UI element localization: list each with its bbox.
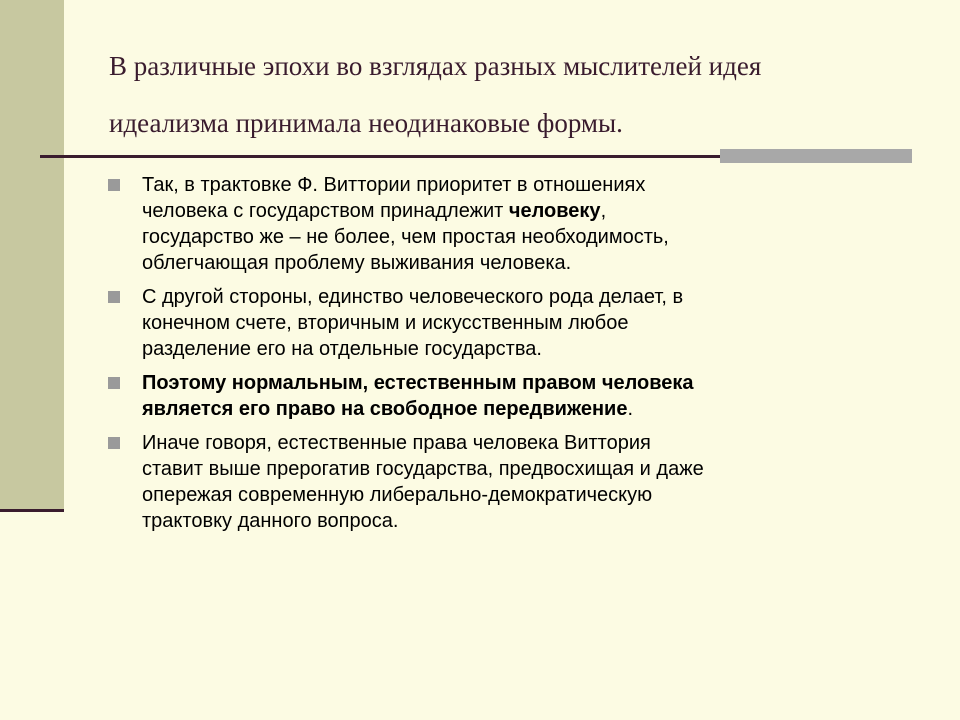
square-bullet-icon — [108, 377, 120, 389]
bullet-list — [108, 172, 908, 542]
bullet-line: разделение его на отдельные государства. — [142, 338, 542, 360]
slide-title — [109, 38, 909, 152]
emphasis-text: является его право на свободное передвижение — [142, 398, 628, 420]
bullet-line: Иначе говоря, естественные права человека Виттория — [142, 432, 651, 454]
bullet-line: облегчающая проблему выживания человека. — [142, 252, 572, 274]
bullet-line — [142, 198, 908, 224]
slide-title-line-1: В различные эпохи во взглядах разных мыслителей идея — [109, 51, 762, 81]
text-run: человека с государством принадлежит — [142, 200, 509, 222]
side-accent-line — [0, 509, 64, 512]
bullet-line: С другой стороны, единство человеческого рода делает, в — [142, 286, 684, 308]
emphasis-text: человеку — [508, 200, 601, 222]
bullet-line: Так, в трактовке Ф. Виттории приоритет в отношениях — [142, 174, 646, 196]
square-bullet-icon — [108, 437, 120, 449]
emphasis-text: Поэтому нормальным, естественным правом человека — [142, 372, 694, 394]
bullet-item-2 — [108, 284, 908, 362]
bullet-item-4 — [108, 430, 908, 534]
bullet-line: конечном счете, вторичным и искусственным любое — [142, 312, 629, 334]
bullet-line: опережая современную либерально-демократическую — [142, 484, 653, 506]
side-accent-bar — [0, 0, 64, 512]
bullet-text — [142, 172, 908, 276]
bullet-text — [142, 370, 908, 422]
text-run: , — [600, 200, 607, 222]
bullet-text — [142, 430, 908, 534]
bullet-line: ставит выше прерогатив государства, предвосхищая и даже — [142, 458, 704, 480]
bullet-line: государство же – не более, чем простая необходимость, — [142, 226, 669, 248]
square-bullet-icon — [108, 179, 120, 191]
text-run: . — [627, 398, 634, 420]
bullet-item-1 — [108, 172, 908, 276]
bullet-line — [142, 396, 908, 422]
slide-title-line-2: идеализма принимала неодинаковые формы. — [109, 108, 623, 138]
bullet-text — [142, 284, 908, 362]
bullet-item-3 — [108, 370, 908, 422]
title-divider-accent — [720, 149, 912, 163]
square-bullet-icon — [108, 291, 120, 303]
bullet-line: трактовку данного вопроса. — [142, 510, 399, 532]
